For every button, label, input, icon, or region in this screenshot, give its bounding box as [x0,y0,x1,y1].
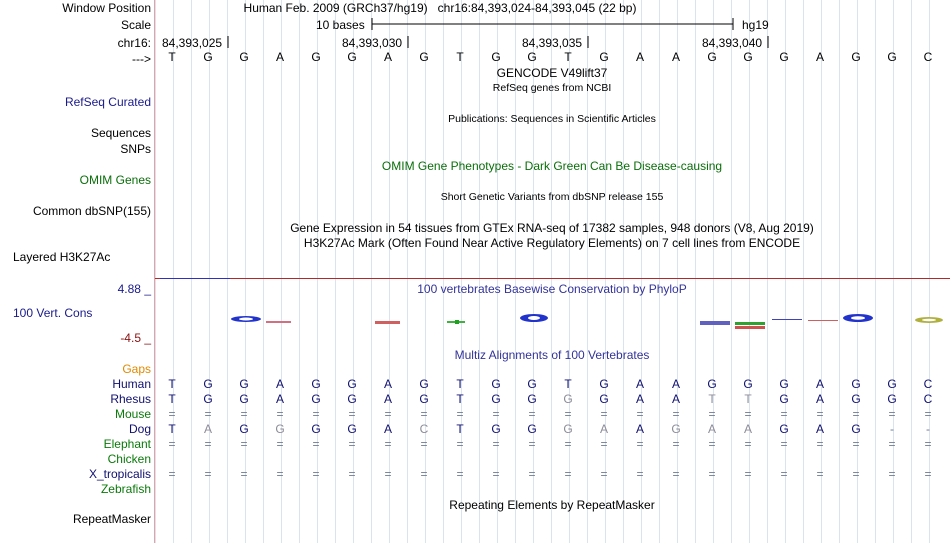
base-mouse-21: = [924,407,932,421]
base-dog-9: G [491,422,501,436]
grid-line [245,0,246,543]
base-xtrop-18: = [816,467,824,481]
base-human-12: G [599,377,609,391]
base-elephant-20: = [888,437,896,451]
base-xtrop-19: = [852,467,860,481]
grid-line [713,0,714,543]
label-x-tropicalis: X_tropicalis [88,467,151,481]
base-xtrop-13: = [636,467,644,481]
base-xtrop-4: = [312,467,320,481]
grid-line [173,0,174,543]
base-mouse-17: = [780,407,788,421]
grid-line [875,0,876,543]
base-xtrop-0: = [168,467,176,481]
label-refseq-curated[interactable]: RefSeq Curated [64,95,151,109]
grid-line [461,0,462,543]
grid-line [857,0,858,543]
grid-line [821,0,822,543]
label-window-position: Window Position [62,1,151,15]
base-dog-18: A [815,422,824,436]
base-elephant-8: = [456,437,464,451]
base-rhesus-20: G [887,392,897,406]
base-mouse-12: = [600,407,608,421]
base-xtrop-14: = [672,467,680,481]
base-xtrop-2: = [240,467,248,481]
base-ref-0: T [168,50,176,64]
h3k27ac-track-title[interactable]: H3K27Ac Mark (Often Found Near Active Regulatory Elements) on 7 cell lines from ENCODE [303,236,801,250]
base-ref-19: G [851,50,861,64]
base-rhesus-7: G [419,392,429,406]
scale-db: hg19 [742,18,769,32]
base-xtrop-20: = [888,467,896,481]
base-dog-10: G [527,422,537,436]
label-repeatmasker[interactable]: RepeatMasker [72,512,151,526]
grid-line [227,0,228,543]
track-separator-highlight [160,278,230,279]
base-mouse-14: = [672,407,680,421]
base-mouse-6: = [384,407,392,421]
base-human-10: G [527,377,537,391]
base-rhesus-3: A [275,392,284,406]
base-mouse-5: = [348,407,356,421]
refseq-track-subtitle[interactable]: RefSeq genes from NCBI [492,82,612,94]
label-phylop-min: -4.5 _ [120,331,151,345]
label-100-vert-cons[interactable]: 100 Vert. Cons [13,306,93,320]
grid-line [785,0,786,543]
base-ref-13: A [635,50,644,64]
label-chrom: chr16: [117,36,151,50]
label-snps[interactable]: SNPs [120,142,151,156]
base-human-3: A [275,377,284,391]
base-elephant-6: = [384,437,392,451]
grid-line [317,0,318,543]
grid-line [191,0,192,543]
base-mouse-11: = [564,407,572,421]
base-rhesus-6: A [383,392,392,406]
base-xtrop-21: = [924,467,932,481]
base-ref-10: G [527,50,537,64]
base-ref-7: G [419,50,429,64]
omim-track-title[interactable]: OMIM Gene Phenotypes - Dark Green Can Be Disease-causing [381,159,723,173]
scale-text: 10 bases [316,18,365,32]
base-human-14: A [671,377,680,391]
base-dog-1: A [203,422,212,436]
base-elephant-18: = [816,437,824,451]
base-mouse-4: = [312,407,320,421]
base-xtrop-15: = [708,467,716,481]
base-rhesus-15: T [708,392,716,406]
base-mouse-8: = [456,407,464,421]
base-ref-9: G [491,50,501,64]
repeatmasker-track-title[interactable]: Repeating Elements by RepeatMasker [449,498,655,512]
base-mouse-16: = [744,407,752,421]
base-ref-11: T [564,50,572,64]
base-elephant-10: = [528,437,536,451]
grid-line [281,0,282,543]
base-human-6: A [383,377,392,391]
base-dog-11: G [563,422,573,436]
base-ref-6: A [383,50,392,64]
grid-line [839,0,840,543]
multiz-track-title[interactable]: Multiz Alignments of 100 Vertebrates [454,348,650,362]
label-sequences[interactable]: Sequences [90,126,151,140]
assembly-name: Human Feb. 2009 (GRCh37/hg19) [243,1,428,15]
base-elephant-7: = [420,437,428,451]
label-human: Human [112,377,151,391]
base-human-0: T [168,377,176,391]
base-dog-15: A [707,422,716,436]
grid-line [731,0,732,543]
base-ref-17: G [779,50,789,64]
base-dog-19: G [851,422,861,436]
label-elephant: Elephant [103,437,151,451]
base-human-8: T [456,377,464,391]
base-xtrop-16: = [744,467,752,481]
label-dog: Dog [128,422,151,436]
base-ref-21: C [923,50,933,64]
base-rhesus-21: C [923,392,933,406]
base-elephant-14: = [672,437,680,451]
base-human-16: G [743,377,753,391]
base-ref-3: A [275,50,284,64]
base-xtrop-5: = [348,467,356,481]
base-rhesus-0: T [168,392,176,406]
base-xtrop-8: = [456,467,464,481]
grid-line [389,0,390,543]
phylop-track-title[interactable]: 100 vertebrates Basewise Conservation by PhyloP [417,282,687,296]
base-human-1: G [203,377,213,391]
gencode-track-title[interactable]: GENCODE V49lift37 [496,66,608,80]
base-rhesus-9: G [491,392,501,406]
base-human-17: G [779,377,789,391]
grid-line [911,0,912,543]
base-dog-6: A [383,422,392,436]
label-zebrafish: Zebrafish [100,482,151,496]
grid-line [749,0,750,543]
label-mouse: Mouse [114,407,151,421]
grid-line [425,0,426,543]
track-labels-column [0,0,153,543]
base-dog-7: C [419,422,429,436]
base-dog-13: A [635,422,644,436]
base-ref-2: G [239,50,249,64]
base-elephant-15: = [708,437,716,451]
base-xtrop-10: = [528,467,536,481]
ruler-tick-3: 84,393,035 [522,36,583,50]
base-dog-0: T [168,422,176,436]
base-dog-20: - [890,422,894,436]
base-human-2: G [239,377,249,391]
base-human-13: A [635,377,644,391]
base-xtrop-6: = [384,467,392,481]
grid-line [443,0,444,543]
grid-line [659,0,660,543]
base-rhesus-19: G [851,392,861,406]
base-human-21: C [923,377,933,391]
base-rhesus-10: G [527,392,537,406]
base-elephant-13: = [636,437,644,451]
base-elephant-2: = [240,437,248,451]
base-elephant-1: = [204,437,212,451]
base-human-9: G [491,377,501,391]
base-rhesus-11: G [563,392,573,406]
grid-line [407,0,408,543]
ruler-tick-2: 84,393,030 [342,36,403,50]
base-elephant-3: = [276,437,284,451]
base-dog-21: - [926,422,930,436]
base-ref-12: G [599,50,609,64]
track-area[interactable] [155,0,950,543]
grid-line [803,0,804,543]
base-mouse-7: = [420,407,428,421]
base-dog-16: A [743,422,752,436]
base-ref-18: A [815,50,824,64]
grid-line [929,0,930,543]
grid-line [695,0,696,543]
base-dog-17: G [779,422,789,436]
grid-line [353,0,354,543]
base-elephant-4: = [312,437,320,451]
grid-line [299,0,300,543]
base-elephant-0: = [168,437,176,451]
phylop-logo-glyphs [155,305,950,335]
base-dog-8: T [456,422,464,436]
base-rhesus-8: T [456,392,464,406]
base-mouse-18: = [816,407,824,421]
ruler-tick-1: 84,393,025 [162,36,223,50]
base-rhesus-12: G [599,392,609,406]
base-elephant-19: = [852,437,860,451]
base-rhesus-1: G [203,392,213,406]
base-dog-5: G [347,422,357,436]
base-human-11: T [564,377,572,391]
base-rhesus-13: A [635,392,644,406]
base-elephant-9: = [492,437,500,451]
base-ref-4: G [311,50,321,64]
track-separator [155,278,950,279]
grid-line [263,0,264,543]
grid-line [371,0,372,543]
base-elephant-5: = [348,437,356,451]
grid-line [677,0,678,543]
base-ref-20: G [887,50,897,64]
base-elephant-11: = [564,437,572,451]
grid-line [335,0,336,543]
base-rhesus-5: G [347,392,357,406]
base-dog-3: G [275,422,285,436]
base-rhesus-16: T [744,392,752,406]
base-ref-1: G [203,50,213,64]
base-rhesus-14: A [671,392,680,406]
grid-line [623,0,624,543]
base-mouse-3: = [276,407,284,421]
base-rhesus-2: G [239,392,249,406]
base-ref-16: G [743,50,753,64]
label-common-dbsnp[interactable]: Common dbSNP(155) [32,204,151,218]
base-human-15: G [707,377,717,391]
base-human-5: G [347,377,357,391]
label-chicken: Chicken [107,452,151,466]
base-dog-14: G [671,422,681,436]
base-ref-8: T [456,50,464,64]
base-mouse-0: = [168,407,176,421]
base-xtrop-12: = [600,467,608,481]
gtex-track-title[interactable]: Gene Expression in 54 tissues from GTEx RNA-seq of 17382 samples, 948 donors (V8, Aug 2019) [290,221,814,235]
grid-line [767,0,768,543]
base-mouse-10: = [528,407,536,421]
base-dog-4: G [311,422,321,436]
base-human-7: G [419,377,429,391]
label-rhesus: Rhesus [110,392,151,406]
base-ref-15: G [707,50,717,64]
base-elephant-16: = [744,437,752,451]
base-human-19: G [851,377,861,391]
base-mouse-20: = [888,407,896,421]
base-xtrop-7: = [420,467,428,481]
base-elephant-12: = [600,437,608,451]
base-ref-5: G [347,50,357,64]
base-xtrop-11: = [564,467,572,481]
base-mouse-13: = [636,407,644,421]
label-scale: Scale [120,18,151,32]
base-elephant-21: = [924,437,932,451]
base-dog-2: G [239,422,249,436]
publications-track-title[interactable]: Publications: Sequences in Scientific Articles [448,113,656,125]
base-xtrop-9: = [492,467,500,481]
base-dog-12: A [599,422,608,436]
base-rhesus-17: G [779,392,789,406]
base-mouse-1: = [204,407,212,421]
grid-line [209,0,210,543]
base-mouse-2: = [240,407,248,421]
label-omim-genes[interactable]: OMIM Genes [79,173,151,187]
base-human-18: A [815,377,824,391]
label-gaps: Gaps [122,362,151,376]
base-mouse-15: = [708,407,716,421]
grid-line [155,0,156,543]
dbsnp-track-title[interactable]: Short Genetic Variants from dbSNP release 155 [440,191,664,203]
ruler-tick-4: 84,393,040 [702,36,763,50]
grid-line [893,0,894,543]
base-mouse-9: = [492,407,500,421]
base-xtrop-3: = [276,467,284,481]
base-elephant-17: = [780,437,788,451]
window-position-value: chr16:84,393,024-84,393,045 (22 bp) [437,1,637,15]
label-strand: ---> [132,52,151,66]
grid-line [479,0,480,543]
base-human-4: G [311,377,321,391]
base-ref-14: A [671,50,680,64]
label-phylop-max: 4.88 _ [117,282,151,296]
base-human-20: G [887,377,897,391]
base-rhesus-18: A [815,392,824,406]
label-layered-h3k27ac[interactable]: Layered H3K27Ac [13,250,111,264]
base-rhesus-4: G [311,392,321,406]
base-xtrop-17: = [780,467,788,481]
grid-line [641,0,642,543]
base-mouse-19: = [852,407,860,421]
base-xtrop-1: = [204,467,212,481]
